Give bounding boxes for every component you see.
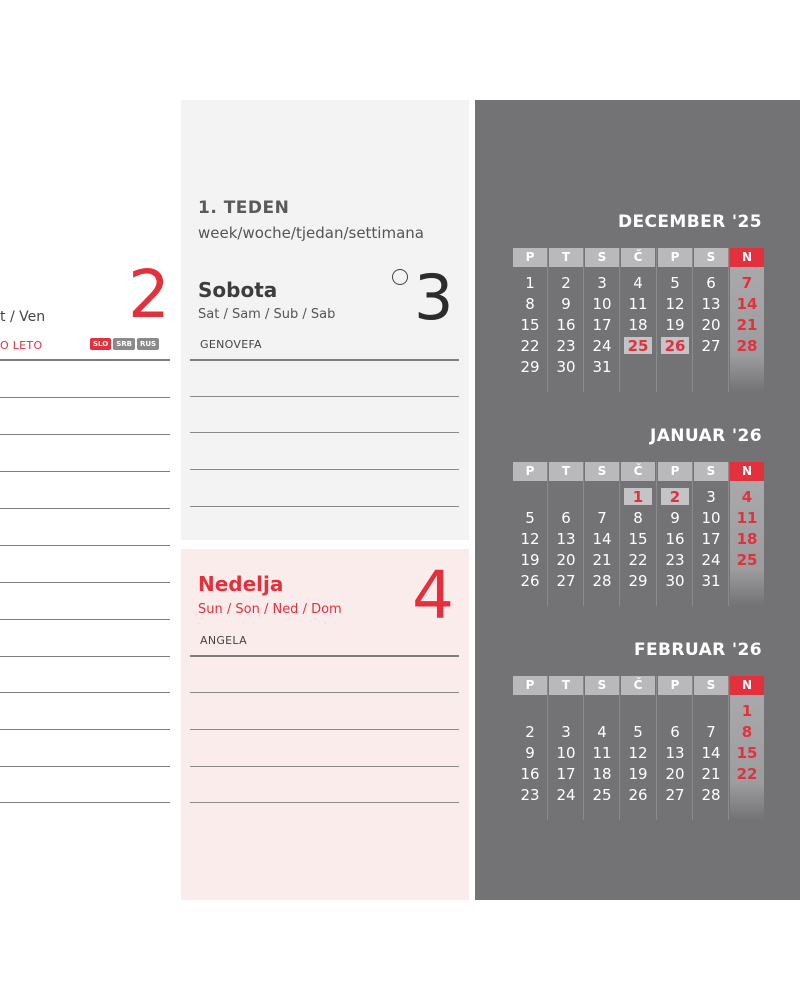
- calendar-day: 25: [592, 786, 612, 804]
- calendar-day: 26: [628, 786, 648, 804]
- sunday-nameday: ANGELA: [200, 634, 247, 647]
- calendar-day: 15: [628, 530, 648, 548]
- calendar-day: 1: [632, 488, 644, 506]
- calendar-day: 4: [597, 723, 607, 741]
- weekday-header: T: [549, 676, 583, 695]
- friday-nameday: O LETO: [0, 339, 43, 352]
- calendar-day: 23: [556, 337, 576, 355]
- calendar-day: 18: [736, 530, 758, 548]
- weekday-header: T: [549, 462, 583, 481]
- calendar-day: 10: [556, 744, 576, 762]
- calendar-day: 13: [556, 530, 576, 548]
- saturday-title: Sobota: [198, 278, 278, 302]
- weekday-header: S: [585, 462, 619, 481]
- calendar-day: 26: [664, 337, 686, 355]
- calendar-day: 31: [701, 572, 721, 590]
- calendar-day: 16: [665, 530, 685, 548]
- calendar-day: 24: [592, 337, 612, 355]
- calendar-day: 16: [556, 316, 576, 334]
- calendar-day: 22: [520, 337, 540, 355]
- friday-line: [0, 471, 170, 472]
- calendar-day: 27: [556, 572, 576, 590]
- calendar-day: 11: [628, 295, 648, 313]
- weekday-header: Č: [621, 248, 655, 267]
- weekday-header: P: [513, 676, 547, 695]
- calendar-day: 1: [525, 274, 535, 292]
- calendar-day: 3: [597, 274, 607, 292]
- calendar-day: 21: [592, 551, 612, 569]
- friday-header-rule: [0, 359, 170, 361]
- calendar-day: 21: [736, 316, 758, 334]
- badge-slo: SLO: [90, 338, 111, 350]
- calendar-day: 2: [561, 274, 571, 292]
- badge-srb: SRB: [113, 338, 135, 350]
- calendar-day: 4: [633, 274, 643, 292]
- sunday-line: [190, 802, 459, 803]
- calendar-day: 29: [628, 572, 648, 590]
- weekday-header: Č: [621, 676, 655, 695]
- calendar-day: 9: [525, 744, 535, 762]
- calendar-day: 12: [520, 530, 540, 548]
- weekday-header: S: [694, 462, 728, 481]
- calendar-day: 24: [556, 786, 576, 804]
- calendar-day: 21: [701, 765, 721, 783]
- calendar-day: 5: [525, 509, 535, 527]
- calendar-day: 30: [665, 572, 685, 590]
- sunday-line: [190, 729, 459, 730]
- calendar-day: 29: [520, 358, 540, 376]
- calendar-day: 18: [592, 765, 612, 783]
- calendar-day: 14: [736, 295, 758, 313]
- calendar-day: 9: [670, 509, 680, 527]
- calendar-day: 12: [665, 295, 685, 313]
- calendar-day: 17: [556, 765, 576, 783]
- calendar-day: 14: [701, 744, 721, 762]
- calendar-day: 25: [627, 337, 649, 355]
- week-title: 1. TEDEN: [198, 198, 290, 218]
- calendar-day: 18: [628, 316, 648, 334]
- saturday-date-number: 3: [414, 261, 454, 334]
- calendar-day: 11: [736, 509, 758, 527]
- calendar-day: 6: [706, 274, 716, 292]
- calendar-day: 10: [701, 509, 721, 527]
- calendar-day: 15: [736, 744, 758, 762]
- moon-phase-icon: [392, 269, 408, 285]
- friday-day-names: t / Ven: [0, 309, 46, 325]
- calendar-day: 19: [665, 316, 685, 334]
- friday-line: [0, 729, 170, 730]
- month-title: JANUAR '26: [649, 426, 762, 446]
- friday-date-number: 2: [128, 256, 170, 333]
- weekday-header: Č: [621, 462, 655, 481]
- calendar-day: 10: [592, 295, 612, 313]
- calendar-day: 3: [561, 723, 571, 741]
- weekday-header: S: [694, 248, 728, 267]
- weekday-header: P: [513, 462, 547, 481]
- weekday-header: P: [513, 248, 547, 267]
- calendar-day: 30: [556, 358, 576, 376]
- sunday-header-rule: [190, 655, 459, 657]
- saturday-line: [190, 396, 459, 397]
- friday-line: [0, 397, 170, 398]
- weekday-header: N: [730, 248, 764, 267]
- weekday-header: P: [658, 248, 692, 267]
- calendar-day: 28: [701, 786, 721, 804]
- sunday-line: [190, 766, 459, 767]
- language-badges: [90, 338, 159, 350]
- month-title: FEBRUAR '26: [634, 640, 762, 660]
- calendar-day: 23: [665, 551, 685, 569]
- calendar-day: 28: [592, 572, 612, 590]
- calendar-day: 16: [520, 765, 540, 783]
- weekday-header: S: [585, 248, 619, 267]
- calendar-day: 2: [669, 488, 681, 506]
- calendar-day: 15: [520, 316, 540, 334]
- friday-line: [0, 582, 170, 583]
- calendar-day: 6: [670, 723, 680, 741]
- friday-line: [0, 619, 170, 620]
- calendar-day: 14: [592, 530, 612, 548]
- calendar-day: 20: [556, 551, 576, 569]
- calendar-day: 27: [701, 337, 721, 355]
- calendar-day: 27: [665, 786, 685, 804]
- calendar-day: 4: [741, 488, 753, 506]
- calendar-day: 26: [520, 572, 540, 590]
- friday-line: [0, 692, 170, 693]
- calendar-day: 9: [561, 295, 571, 313]
- friday-line: [0, 545, 170, 546]
- friday-line: [0, 656, 170, 657]
- week-subtitle: week/woche/tjedan/settimana: [198, 224, 424, 242]
- calendar-day: 7: [741, 274, 753, 292]
- calendar-day: 20: [701, 316, 721, 334]
- calendar-day: 22: [736, 765, 758, 783]
- calendar-day: 3: [706, 488, 716, 506]
- calendar-day: 23: [520, 786, 540, 804]
- calendar-day: 8: [633, 509, 643, 527]
- calendar-day: 31: [592, 358, 612, 376]
- saturday-line: [190, 506, 459, 507]
- calendar-day: 8: [741, 723, 753, 741]
- calendar-day: 20: [665, 765, 685, 783]
- calendar-day: 7: [706, 723, 716, 741]
- saturday-line: [190, 432, 459, 433]
- calendar-day: 24: [701, 551, 721, 569]
- calendar-day: 2: [525, 723, 535, 741]
- weekday-header: S: [694, 676, 728, 695]
- calendar-day: 25: [736, 551, 758, 569]
- friday-line: [0, 766, 170, 767]
- saturday-header-rule: [190, 359, 459, 361]
- sunday-day-names: Sun / Son / Ned / Dom: [198, 602, 342, 617]
- calendar-day: 13: [701, 295, 721, 313]
- weekday-header: T: [549, 248, 583, 267]
- calendar-day: 17: [701, 530, 721, 548]
- sunday-date-number: 4: [412, 557, 454, 634]
- weekday-header: N: [730, 676, 764, 695]
- calendar-day: 11: [592, 744, 612, 762]
- weekday-header: S: [585, 676, 619, 695]
- calendar-day: 22: [628, 551, 648, 569]
- calendar-day: 8: [525, 295, 535, 313]
- calendar-day: 1: [741, 702, 753, 720]
- saturday-line: [190, 469, 459, 470]
- calendar-day: 6: [561, 509, 571, 527]
- friday-line: [0, 802, 170, 803]
- weekday-header: P: [658, 462, 692, 481]
- weekday-header: N: [730, 462, 764, 481]
- saturday-day-names: Sat / Sam / Sub / Sab: [198, 307, 336, 322]
- friday-line: [0, 434, 170, 435]
- badge-rus: RUS: [137, 338, 159, 350]
- calendar-day: 28: [736, 337, 758, 355]
- calendar-day: 13: [665, 744, 685, 762]
- month-title: DECEMBER '25: [618, 212, 762, 232]
- calendar-day: 19: [520, 551, 540, 569]
- calendar-day: 19: [628, 765, 648, 783]
- calendar-day: 5: [633, 723, 643, 741]
- weekday-header: P: [658, 676, 692, 695]
- calendar-day: 7: [597, 509, 607, 527]
- sunday-line: [190, 692, 459, 693]
- calendar-day: 17: [592, 316, 612, 334]
- calendar-day: 5: [670, 274, 680, 292]
- friday-line: [0, 508, 170, 509]
- saturday-nameday: GENOVEFA: [200, 338, 262, 351]
- sunday-title: Nedelja: [198, 572, 284, 596]
- calendar-day: 12: [628, 744, 648, 762]
